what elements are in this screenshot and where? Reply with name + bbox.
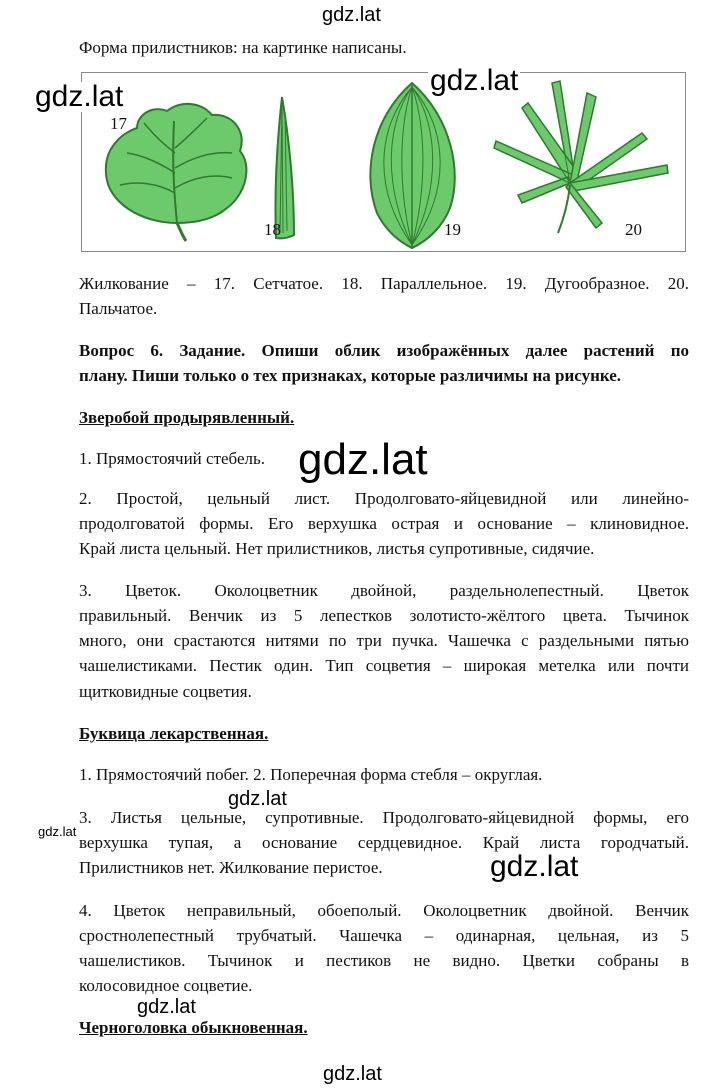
venation-line-2: Пальчатое. [79,299,158,318]
leaf-19-arcuate [370,83,461,248]
plant1-p3-line-1: 3. Цветок. Околоцветник двойной, раздельнолепестный. Цветок [79,581,689,600]
question-line-2: плану. Пиши только о тех признаках, которые различимы на рисунке. [79,366,622,385]
watermark-figure-left: gdz.lat [35,80,124,113]
plant2-p3-line-2: верхушка тупая, а основание сердцевидное. Край листа городчатый. [79,833,689,852]
plant2-p3-line-1: 3. Листья цельные, супротивные. Продолговато-яйцевидной формы, его [79,808,689,827]
plant1-p3-line-5: щитковидные соцветия. [79,682,252,701]
watermark-bottom: gdz.lat [323,1063,382,1085]
plant1-p2-line-1: 2. Простой, цельный лист. Продолговато-яйцевидной или линейно- [79,489,689,508]
plant2-p4-line-3: чашелистиков. Тычинок и пестиков не видно. Цветки собраны в [79,951,689,970]
watermark-small-2: gdz.lat [137,996,196,1018]
plant1-p3-line-2: правильный. Венчик из 5 лепестков золотисто-жёлтого цвета. Тычинок [79,606,689,625]
plant1-p1: 1. Прямостоячий стебель. [79,449,265,468]
watermark-small-1: gdz.lat [228,788,287,810]
label-20: 20 [625,220,642,239]
plant1-title: Зверобой продырявленный. [79,408,295,427]
plant2-title: Буквица лекарственная. [79,724,269,743]
intro-text: Форма прилистников: на картинке написаны. [79,38,407,57]
watermark-tiny: gdz.lat [38,824,77,839]
leaf-illustrations [82,73,687,253]
plant2-p3-line-3: Прилистников нет. Жилкование перистое. [79,858,383,877]
label-19: 19 [444,220,461,239]
venation-line-1: Жилкование – 17. Сетчатое. 18. Параллельное. 19. Дугообразное. 20. [79,274,689,293]
plant1-p3-line-4: чашелистиками. Пестик один. Тип соцветия – широкая метелка или почти [79,656,689,675]
watermark-mid-right: gdz.lat [490,850,579,883]
leaf-20-palmate [494,81,668,239]
watermark-figure-right: gdz.lat [430,64,519,97]
plant2-p1: 1. Прямостоячий побег. 2. Поперечная форма стебля – округлая. [79,765,543,784]
leaf-17-reticulate [106,104,247,241]
watermark-large: gdz.lat [298,435,428,484]
watermark-top: gdz.lat [322,4,381,26]
label-17: 17 [110,114,127,133]
plant2-p4-line-2: сростнолепестный трубчатый. Чашечка – одинарная, цельная, из 5 [79,926,689,945]
plant1-p2-line-2: продолговатой формы. Его верхушка острая и основание – клиновидное. [79,514,689,533]
plant2-p4-line-1: 4. Цветок неправильный, обоеполый. Околоцветник двойной. Венчик [79,901,689,920]
leaf-figure [81,72,686,252]
plant2-p4-line-4: колосовидное соцветие. [79,976,253,995]
plant3-title: Черноголовка обыкновенная. [79,1018,308,1037]
label-18: 18 [264,220,281,239]
question-line-1: Вопрос 6. Задание. Опиши облик изображённых далее растений по [79,341,689,360]
leaf-18-parallel [264,97,294,239]
plant1-p2-line-3: Край листа цельный. Нет прилистников, листья супротивные, сидячие. [79,539,595,558]
plant1-p3-line-3: много, они срастаются нитями по три пучка. Чашечка с раздельными пятью [79,631,689,650]
